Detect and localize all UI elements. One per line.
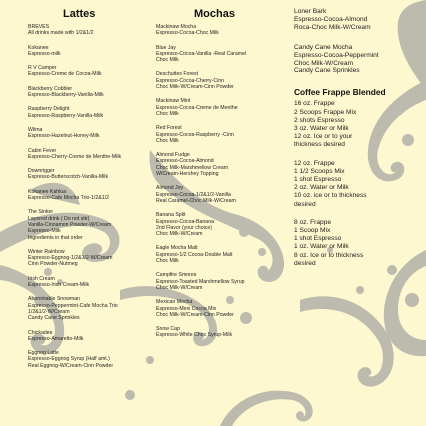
frappe-recipe-line: 1 shot Espresso — [294, 175, 342, 183]
menu-item-ingredients: Candy Cane Sprinkles — [294, 67, 360, 75]
menu-item-name: Blackberry Cobbler — [28, 85, 73, 92]
menu-item-ingredients: Espresso-Cocoa-Peppermint — [294, 51, 379, 59]
menu-item-ingredients: Espresso-Eggnog-1/2&1/2-W/Cream — [28, 255, 113, 262]
menu-item-ingredients: Choc Milk-W/Cream — [156, 284, 203, 291]
right-large-curl-ornament — [300, 296, 394, 386]
menu-item-name: Mackinaw Mint — [156, 98, 191, 105]
menu-item — [156, 245, 286, 264]
menu-item-name: R V Camper — [28, 65, 57, 72]
menu-item-ingredients: Espresso-Peppermint-Cafe Mocha Trio — [28, 302, 118, 309]
menu-item-ingredients: Choc Milk-Marshmellow Cream — [156, 164, 229, 171]
menu-item — [28, 127, 152, 140]
menu-item-name: Mackinaw Mocha — [156, 24, 197, 30]
dot-ornament — [125, 390, 135, 400]
frappe-recipe-line: 16 oz. Frappe — [294, 100, 335, 108]
menu-item — [28, 189, 152, 202]
menu-item-ingredients: Espresso-Milk — [28, 228, 61, 235]
menu-item-ingredients: Espresso-Amaretto-Milk — [28, 335, 84, 342]
menu-item-ingredients: Espresso-Cocoa-Raspberry -Cinn — [156, 131, 234, 138]
frappe-recipe-line: desired — [294, 259, 316, 267]
menu-item-ingredients: 2nd Flavor (your choice) — [156, 224, 212, 231]
menu-item-ingredients: Choc Milk-W/Cream-Cinn Powder — [156, 84, 234, 91]
frappe-recipe-line: 1 oz. Water or Milk — [294, 243, 349, 251]
menu-item-ingredients: Espresso-Irish Cream-Milk — [28, 282, 90, 289]
menu-item — [156, 125, 286, 144]
more-mochas-list — [294, 8, 424, 75]
frappe-recipe-line: 2 shots Espresso — [294, 116, 345, 124]
right-column — [294, 8, 424, 278]
menu-item — [156, 185, 286, 204]
menu-item — [28, 296, 152, 321]
frappe-size-recipe — [294, 100, 424, 149]
menu-item — [28, 106, 152, 119]
menu-item-ingredients: Espresso-Cocoa-Almond — [156, 158, 214, 165]
menu-item-ingredients: Candy Cane Sprinkles — [28, 315, 80, 322]
menu-item-name: Kokanee — [28, 44, 49, 51]
menu-item — [28, 276, 152, 289]
menu-item-name: Irish Cream — [28, 275, 55, 282]
frappe-recipe-line: thickness desired — [294, 141, 345, 149]
bottom-swirl-ornament — [220, 391, 313, 426]
menu-item — [156, 152, 286, 177]
menu-item-ingredients: Choc Milk — [156, 137, 179, 144]
menu-item — [28, 148, 152, 161]
menu-item-ingredients: 1/2&1/2-W/Cream — [28, 308, 70, 315]
menu-item-ingredients: Espresso-Cocoa-Vanilla -Real Caramel — [156, 50, 247, 57]
menu-item-name: Almond Joy — [156, 185, 184, 192]
menu-item — [28, 86, 152, 99]
mochas-column — [156, 8, 286, 347]
menu-item-ingredients: Choc Milk — [156, 110, 179, 117]
menu-item-ingredients: Ingredients in that order — [28, 234, 83, 241]
menu-item-name: Campfire Smores — [156, 272, 197, 279]
menu-item-ingredients: Espresso-Eggnog Syrup (Half amt.) — [28, 356, 110, 363]
menu-item-name: Red Forest — [156, 125, 182, 132]
menu-item — [156, 299, 286, 318]
menu-item-ingredients: Choc Milk-W/Cream-Cinn Powder — [156, 311, 234, 318]
menu-item-ingredients: Cinn Powder-Nutmeg — [28, 261, 78, 268]
menu-item-ingredients: Choc Milk-W/Cream — [294, 59, 353, 67]
menu-item-ingredients: Espresso-Cocoa-1/2&1/2-Vanilla — [156, 191, 231, 198]
menu-item — [156, 24, 286, 37]
menu-item-ingredients: Espresso-1/2 Cocoa-Double Malt — [156, 251, 233, 258]
menu-item-ingredients: Espresso-Cocoa-Cherry-Cinn — [156, 77, 225, 84]
menu-item — [28, 209, 152, 240]
frappe-recipe-line: 3 oz. Water or Milk — [294, 124, 349, 132]
menu-item-ingredients: Espresso-Cocoa-Banana — [156, 218, 214, 225]
frappe-recipe-line: 8 oz. Frappe — [294, 218, 332, 226]
menu-item-ingredients: Layered drink ( Do not stir) — [28, 215, 90, 222]
menu-item — [156, 326, 286, 339]
menu-item-ingredients: Espresso-Butterscotch-Vanilla-Milk — [28, 174, 109, 181]
menu-item-ingredients: Espresso-Cafe Mocha Trio-1/2&1/2 — [28, 195, 110, 202]
mochas-heading: Mochas — [194, 8, 235, 20]
menu-item-ingredients: Choc Milk-W/Cream — [156, 231, 203, 238]
dot-ornament — [405, 293, 419, 307]
menu-item-name: Eggnog Latte — [28, 350, 59, 357]
menu-item-ingredients: Espresso-Hazelnut-Honey-Milk — [28, 133, 100, 140]
menu-item — [156, 71, 286, 90]
menu-item — [28, 168, 152, 181]
frappe-recipe-line: 2 Scoops Frappe Mix — [294, 108, 357, 116]
frappe-size-recipe — [294, 219, 424, 268]
frappe-recipe-line: 1 Scoop Mix — [294, 226, 331, 234]
menu-item-name: Winter Rainbow — [28, 248, 65, 255]
menu-item — [156, 212, 286, 237]
menu-item-ingredients: Espresso-Cocoa-Almond — [294, 15, 368, 23]
menu-item-ingredients: Espresso-Blackberry-Vanilla-Milk — [28, 92, 104, 99]
frappe-list — [294, 100, 424, 268]
menu-item — [28, 249, 152, 268]
menu-item — [28, 45, 152, 58]
menu-item-ingredients: Espresso-Mexi Cocoa Mix — [156, 305, 217, 312]
menu-item — [156, 45, 286, 64]
menu-item — [156, 98, 286, 117]
menu-item-name: Chickadee — [28, 329, 53, 336]
frappe-heading: Coffee Frappe Blended — [294, 87, 386, 98]
menu-item-ingredients: Real Caramel-Choc Milk-W/Cream — [156, 197, 236, 204]
menu-item — [28, 65, 152, 78]
menu-item-name: BREVES — [28, 24, 50, 30]
menu-item-name: Kokanee Kahlua — [28, 188, 67, 195]
menu-item-ingredients: Choc Milk — [156, 258, 179, 265]
menu-item-ingredients: Espresso-Cocoa-Creme de Menthe — [156, 104, 238, 111]
menu-item — [28, 330, 152, 343]
menu-item-name: Raspberry Delight — [28, 106, 70, 113]
menu-item — [294, 8, 424, 32]
frappe-recipe-line: 10 oz. ice or to thickness — [294, 192, 367, 200]
frappe-size-recipe — [294, 160, 424, 209]
menu-item-ingredients: Espresso-Raspberry-Vanilla-Milk — [28, 112, 104, 119]
menu-item-name: Candy Cane Mocha — [294, 43, 353, 51]
menu-item-name: The Sinker — [28, 209, 54, 216]
menu-item — [294, 44, 424, 76]
menu-item-name: Snow Cap — [156, 326, 180, 333]
lattes-column — [28, 8, 152, 377]
frappe-recipe-line: desired — [294, 200, 316, 208]
menu-item-ingredients: Espresso-White Choc Syrup-Milk — [156, 332, 233, 339]
menu-item-name: Abominable Snowman — [28, 296, 80, 303]
menu-item-name: Downrigger — [28, 168, 55, 175]
frappe-recipe-line: 12 oz. Ice or to your — [294, 133, 353, 141]
menu-item — [156, 272, 286, 291]
menu-item-ingredients: Espresso-Cocoa-Choc Milk — [156, 30, 219, 37]
menu-item-ingredients: Real Eggnog-W/Cream-Cinn Powder — [28, 362, 114, 369]
dot-ornament — [356, 286, 364, 294]
menu-item-name: Deschuttes Forest — [156, 71, 199, 78]
menu-item-name: Eagle Mocha Malt — [156, 245, 198, 252]
lattes-heading: Lattes — [63, 8, 96, 20]
mochas-list — [156, 24, 286, 339]
menu-item-ingredients: Espresso-Cherry-Creme de Menthe-Milk — [28, 153, 122, 160]
menu-item-ingredients: Espresso-milk — [28, 50, 61, 57]
frappe-recipe-line: 1 1/2 Scoops Mix — [294, 167, 345, 175]
frappe-recipe-line: 1 shot Espresso — [294, 235, 342, 243]
menu-item-ingredients: Vanilla-Cinnamon Powder-W/Cream — [28, 221, 112, 228]
menu-item-ingredients: Espresso-Creme de Cocoa-Milk — [28, 71, 102, 78]
menu-item-name: Almond Fudge — [156, 152, 190, 159]
menu-item-name: Loner Bark — [294, 8, 327, 15]
menu-item-ingredients: Espresso-Toasted Marshmellow Syrup — [156, 278, 245, 285]
frappe-recipe-line: 12 oz. Frappe — [294, 159, 335, 167]
lattes-list — [28, 24, 152, 369]
menu-item-name: Mexican Mocha — [156, 299, 193, 306]
menu-item-ingredients: All drinks made with 1/2&1/2 — [28, 30, 94, 37]
frappe-recipe-line: 8 oz. Ice or to thickness — [294, 251, 364, 259]
menu-item-name: Blue Jay — [156, 44, 176, 51]
menu-item-ingredients: Choc Milk — [156, 57, 179, 64]
menu-item-ingredients: W/Cream-Hershey Topping — [156, 171, 219, 178]
frappe-recipe-line: 2 oz. Water or Milk — [294, 184, 349, 192]
menu-item-ingredients: Roca-Choc Milk-W/Cream — [294, 23, 371, 31]
menu-item-name: Wilma — [28, 126, 43, 133]
menu-item — [28, 24, 152, 37]
menu-item-name: Cabin Fever — [28, 147, 57, 154]
menu-item — [28, 350, 152, 369]
menu-item-name: Banana Split — [156, 212, 186, 219]
